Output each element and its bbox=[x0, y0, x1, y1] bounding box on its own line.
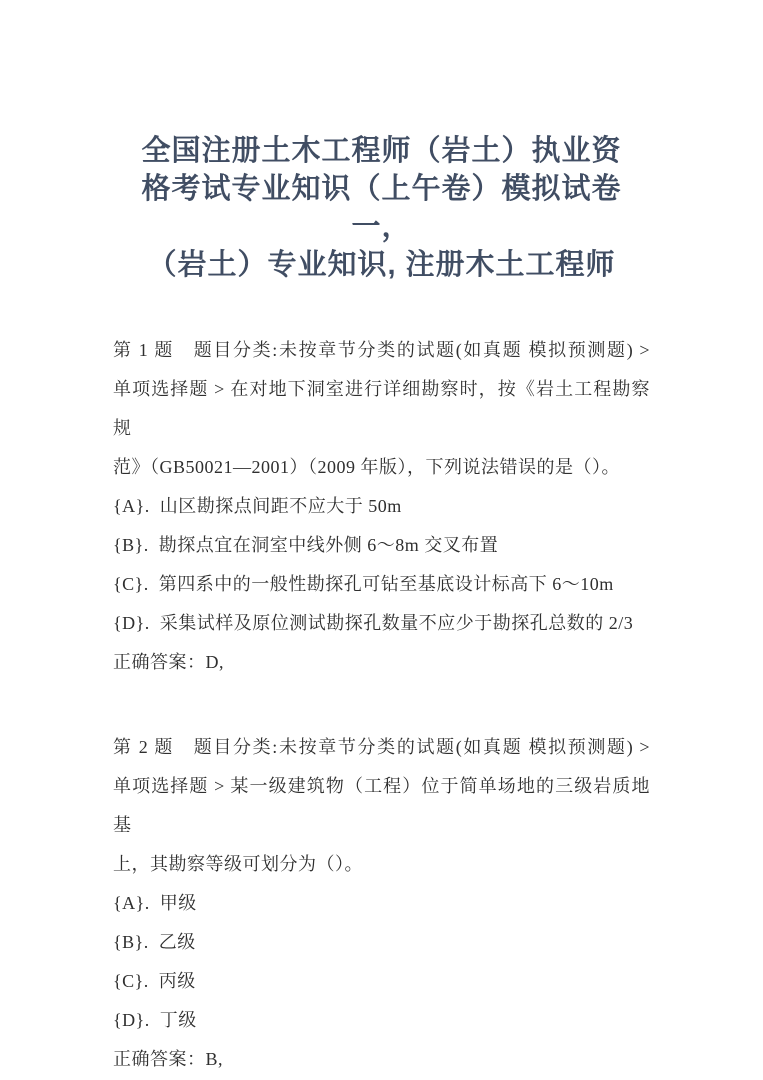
question-2-stem-line-2: 单项选择题 > 某一级建筑物（工程）位于简单场地的三级岩质地基 bbox=[113, 776, 650, 835]
question-1-answer: 正确答案：D, bbox=[113, 652, 224, 672]
question-1-option-a: {A}. 山区勘探点间距不应大于 50m bbox=[113, 496, 402, 516]
question-1-stem-line-3: 范》（GB50021—2001）（2009 年版），下列说法错误的是（）。 bbox=[113, 457, 621, 477]
question-2-stem-line-3: 上，其勘察等级可划分为（）。 bbox=[113, 854, 363, 874]
exam-title-line-3: （岩土）专业知识, 注册木土工程师 bbox=[147, 249, 616, 281]
question-1-option-b: {B}. 勘探点宜在洞室中线外侧 6～8m 交叉布置 bbox=[113, 535, 499, 555]
question-1-stem-line-2: 单项选择题 > 在对地下洞室进行详细勘察时，按《岩土工程勘察规 bbox=[113, 379, 650, 438]
exam-title bbox=[113, 132, 650, 284]
question-2-option-d: {D}. 丁级 bbox=[113, 1010, 197, 1030]
question-2-stem-line-1: 第 2 题 题目分类:未按章节分类的试题(如真题 模拟预测题) > bbox=[113, 737, 650, 757]
question-2-answer: 正确答案：B, bbox=[113, 1049, 224, 1069]
question-2-option-c: {C}. 丙级 bbox=[113, 971, 196, 991]
exam-title-line-1: 全国注册土木工程师（岩土）执业资 bbox=[141, 135, 622, 167]
question-2 bbox=[113, 728, 650, 1079]
question-2-option-a: {A}. 甲级 bbox=[113, 893, 197, 913]
question-1-stem-line-1: 第 1 题 题目分类:未按章节分类的试题(如真题 模拟预测题) > bbox=[113, 340, 650, 360]
exam-title-line-2: 格考试专业知识（上午卷）模拟试卷一， bbox=[141, 173, 622, 243]
question-1 bbox=[113, 331, 650, 682]
question-2-option-b: {B}. 乙级 bbox=[113, 932, 196, 952]
question-1-option-d: {D}. 采集试样及原位测试勘探孔数量不应少于勘探孔总数的 2/3 bbox=[113, 613, 634, 633]
question-1-option-c: {C}. 第四系中的一般性勘探孔可钻至基底设计标高下 6～10m bbox=[113, 574, 614, 594]
